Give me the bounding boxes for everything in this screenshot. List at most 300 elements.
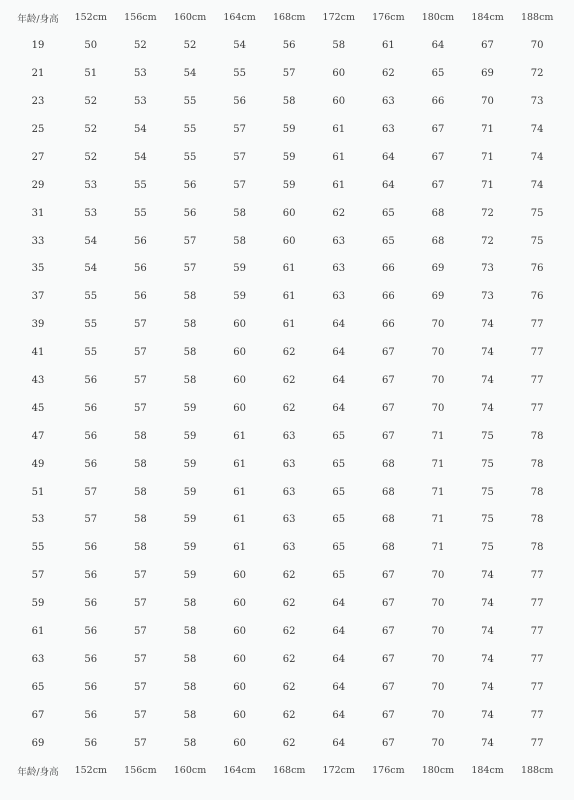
weight-cell: 62 [282,737,296,749]
weight-cell: 74 [530,151,544,163]
weight-cell: 64 [332,737,346,749]
weight-cell: 74 [481,347,494,359]
weight-cell: 58 [183,598,197,610]
weight-cell: 58 [233,235,246,247]
weight-cell: 74 [481,709,494,721]
header-cell-height: 176cm [372,12,405,24]
weight-cell: 77 [530,653,544,665]
weight-cell: 64 [332,681,346,693]
weight-cell: 70 [431,626,445,638]
weight-cell: 68 [381,458,395,470]
weight-cell: 67 [431,151,445,163]
weight-cell: 64 [332,653,346,665]
weight-cell: 59 [233,263,246,275]
weight-cell: 57 [134,347,147,359]
weight-cell: 60 [233,347,246,359]
weight-cell: 68 [381,514,395,526]
header-cell-height: 160cm [173,12,207,24]
weight-cell: 53 [134,68,147,80]
weight-cell: 55 [84,347,98,359]
weight-cell: 62 [282,626,296,638]
weight-cell: 75 [481,514,494,526]
table-row [10,729,562,757]
weight-cell: 57 [134,653,147,665]
weight-cell: 74 [530,179,544,191]
weight-cell: 74 [530,124,544,135]
table-header [10,4,562,32]
weight-cell: 61 [233,458,246,470]
table-row [10,283,562,311]
weight-cell: 61 [332,151,346,163]
weight-cell: 77 [530,709,544,721]
weight-cell: 54 [134,151,147,163]
weight-cell: 57 [134,626,147,638]
weight-cell: 67 [381,430,395,442]
weight-cell: 58 [183,681,197,693]
age-cell: 65 [31,681,45,693]
age-cell: 35 [31,263,45,275]
weight-cell: 73 [481,263,494,275]
footer-cell-height: 176cm [372,765,405,777]
weight-table [10,4,562,785]
weight-cell: 52 [84,151,98,163]
weight-cell: 78 [530,514,544,526]
weight-cell: 71 [431,486,445,498]
weight-cell: 58 [183,375,197,387]
age-cell: 25 [31,124,45,135]
weight-cell: 56 [84,626,98,638]
weight-cell: 58 [134,542,147,554]
weight-cell: 54 [84,235,98,247]
weight-cell: 60 [233,681,246,693]
weight-cell: 53 [134,96,147,108]
weight-cell: 59 [183,430,197,442]
header-cell-age-height: 年龄/身高 [17,13,59,25]
weight-cell: 56 [84,570,98,582]
header-cell-height: 184cm [471,12,504,24]
weight-cell: 52 [84,124,98,135]
weight-cell: 55 [134,179,147,191]
weight-cell: 70 [431,598,445,610]
weight-cell: 60 [233,737,246,749]
weight-cell: 57 [233,151,246,163]
weight-cell: 67 [381,681,395,693]
weight-cell: 52 [134,40,147,52]
weight-cell: 70 [431,319,445,331]
weight-cell: 70 [431,570,445,582]
header-cell-height: 164cm [223,12,256,24]
weight-cell: 56 [134,235,147,247]
weight-cell: 69 [431,291,445,303]
weight-cell: 59 [183,402,197,414]
weight-cell: 56 [134,291,147,303]
weight-cell: 55 [183,96,197,108]
weight-cell: 75 [530,207,544,219]
weight-cell: 55 [183,124,197,135]
weight-cell: 60 [233,375,246,387]
weight-cell: 63 [282,486,296,498]
weight-cell: 68 [381,542,395,554]
table-row [10,199,562,227]
weight-cell: 61 [233,430,246,442]
weight-cell: 60 [233,319,246,331]
age-cell: 57 [31,570,45,582]
weight-cell: 56 [84,458,98,470]
weight-cell: 60 [233,626,246,638]
weight-cell: 57 [84,486,98,498]
weight-cell: 74 [481,570,494,582]
weight-cell: 57 [183,235,197,247]
age-cell: 27 [31,151,45,163]
weight-cell: 59 [183,486,197,498]
weight-cell: 63 [282,514,296,526]
weight-cell: 56 [84,737,98,749]
weight-cell: 52 [84,96,98,108]
weight-cell: 76 [530,291,544,303]
weight-cell: 56 [84,709,98,721]
weight-cell: 63 [332,263,346,275]
weight-cell: 55 [84,319,98,331]
table-footer [10,757,562,785]
weight-cell: 67 [381,709,395,721]
weight-cell: 59 [233,291,246,303]
weight-cell: 64 [431,40,445,52]
weight-cell: 71 [481,124,494,135]
weight-cell: 75 [481,542,494,554]
weight-cell: 58 [134,430,147,442]
weight-cell: 57 [282,68,296,80]
weight-cell: 59 [183,514,197,526]
weight-cell: 57 [134,319,147,331]
weight-cell: 71 [431,542,445,554]
weight-cell: 66 [431,96,445,108]
table-row [10,478,562,506]
weight-cell: 71 [481,151,494,163]
weight-cell: 70 [431,347,445,359]
footer-cell-height: 152cm [74,765,108,777]
table-row [10,673,562,701]
footer-cell-height: 160cm [173,765,207,777]
weight-cell: 58 [183,653,197,665]
footer-cell-height: 188cm [520,765,554,777]
weight-cell: 67 [381,598,395,610]
age-cell: 33 [31,235,45,247]
weight-cell: 72 [481,235,494,247]
age-cell: 47 [31,430,45,442]
weight-cell: 63 [282,542,296,554]
table-row [10,562,562,590]
weight-cell: 63 [332,291,346,303]
weight-cell: 58 [183,626,197,638]
age-cell: 67 [31,709,45,721]
weight-cell: 55 [134,207,147,219]
weight-cell: 63 [332,235,346,247]
weight-cell: 60 [233,709,246,721]
weight-cell: 55 [84,291,98,303]
weight-cell: 75 [530,235,544,247]
table-row [10,171,562,199]
weight-cell: 76 [530,263,544,275]
weight-cell: 65 [381,235,395,247]
footer-cell-height: 172cm [322,765,355,777]
weight-cell: 73 [530,96,544,108]
table-row [10,339,562,367]
weight-cell: 77 [530,402,544,414]
table-row [10,227,562,255]
weight-cell: 67 [431,179,445,191]
weight-cell: 59 [282,151,296,163]
weight-cell: 54 [183,68,197,80]
weight-cell: 70 [481,96,494,108]
weight-cell: 69 [481,68,494,80]
weight-cell: 71 [431,514,445,526]
age-cell: 23 [31,96,45,108]
weight-cell: 64 [332,347,346,359]
weight-cell: 62 [282,653,296,665]
table-row [10,394,562,422]
weight-cell: 64 [332,402,346,414]
table-row [10,311,562,339]
age-cell: 49 [31,458,45,470]
weight-cell: 67 [381,375,395,387]
age-cell: 61 [31,626,45,638]
weight-cell: 57 [233,179,246,191]
weight-cell: 61 [332,179,346,191]
weight-cell: 61 [233,542,246,554]
weight-cell: 61 [282,263,296,275]
weight-cell: 56 [183,179,197,191]
age-cell: 31 [31,207,45,219]
weight-cell: 57 [134,375,147,387]
weight-cell: 74 [481,626,494,638]
weight-cell: 63 [282,458,296,470]
weight-cell: 57 [134,737,147,749]
weight-cell: 51 [84,68,98,80]
weight-cell: 75 [481,458,494,470]
weight-cell: 64 [332,319,346,331]
weight-cell: 50 [84,40,98,52]
table-row [10,645,562,673]
footer-row [10,757,562,785]
table-row [10,506,562,534]
weight-cell: 65 [431,68,445,80]
weight-cell: 67 [381,653,395,665]
weight-cell: 77 [530,570,544,582]
weight-cell: 61 [233,514,246,526]
weight-cell: 60 [332,68,346,80]
weight-cell: 52 [183,40,197,52]
weight-cell: 58 [183,291,197,303]
weight-cell: 67 [381,570,395,582]
age-cell: 63 [31,653,45,665]
weight-cell: 56 [84,402,98,414]
weight-cell: 59 [183,570,197,582]
weight-cell: 65 [332,430,346,442]
weight-cell: 56 [84,681,98,693]
weight-cell: 67 [381,402,395,414]
age-cell: 53 [31,514,45,526]
weight-cell: 70 [431,653,445,665]
weight-cell: 74 [481,681,494,693]
header-row [10,4,562,32]
weight-cell: 73 [481,291,494,303]
weight-cell: 58 [134,514,147,526]
weight-cell: 66 [381,319,395,331]
weight-cell: 62 [282,375,296,387]
weight-cell: 61 [233,486,246,498]
weight-cell: 54 [233,40,246,52]
weight-cell: 78 [530,458,544,470]
weight-cell: 57 [134,570,147,582]
age-cell: 55 [31,542,45,554]
weight-cell: 74 [481,375,494,387]
weight-cell: 66 [381,263,395,275]
weight-cell: 56 [84,653,98,665]
weight-cell: 71 [431,458,445,470]
weight-cell: 77 [530,598,544,610]
weight-cell: 60 [282,207,296,219]
table-row [10,143,562,171]
table-row [10,116,562,144]
weight-cell: 55 [233,68,246,80]
weight-cell: 62 [282,570,296,582]
weight-cell: 75 [481,486,494,498]
weight-cell: 62 [282,347,296,359]
footer-cell-height: 180cm [421,765,455,777]
weight-cell: 60 [332,96,346,108]
weight-cell: 64 [332,709,346,721]
age-cell: 19 [31,40,45,52]
weight-cell: 65 [332,570,346,582]
weight-cell: 64 [332,375,346,387]
weight-cell: 65 [332,486,346,498]
age-cell: 51 [31,486,45,498]
table-row [10,422,562,450]
age-cell: 29 [31,179,45,191]
header-cell-height: 152cm [74,12,108,24]
weight-cell: 74 [481,737,494,749]
weight-cell: 77 [530,347,544,359]
weight-cell: 77 [530,681,544,693]
weight-cell: 69 [431,263,445,275]
weight-cell: 58 [183,319,197,331]
header-cell-height: 156cm [124,12,157,24]
weight-cell: 61 [282,291,296,303]
age-cell: 69 [31,737,45,749]
weight-cell: 63 [381,124,395,135]
weight-cell: 74 [481,598,494,610]
weight-cell: 67 [381,347,395,359]
age-cell: 37 [31,291,45,303]
weight-cell: 74 [481,653,494,665]
weight-cell: 57 [134,681,147,693]
weight-cell: 64 [332,598,346,610]
weight-cell: 70 [530,40,544,52]
footer-cell-height: 168cm [272,765,306,777]
weight-cell: 68 [381,486,395,498]
age-cell: 43 [31,375,45,387]
weight-cell: 61 [381,40,395,52]
weight-cell: 67 [481,40,494,52]
weight-cell: 68 [431,207,445,219]
age-cell: 39 [31,319,45,331]
weight-cell: 59 [183,542,197,554]
age-cell: 59 [31,598,45,610]
weight-cell: 57 [233,124,246,135]
weight-cell: 62 [282,709,296,721]
table-row [10,450,562,478]
weight-cell: 56 [84,542,98,554]
weight-cell: 72 [481,207,494,219]
weight-cell: 57 [134,402,147,414]
weight-cell: 62 [282,598,296,610]
weight-cell: 70 [431,681,445,693]
weight-cell: 57 [84,514,98,526]
weight-cell: 67 [431,124,445,135]
weight-cell: 62 [381,68,395,80]
table-row [10,701,562,729]
table-row [10,534,562,562]
weight-cell: 64 [381,151,395,163]
weight-cell: 71 [431,430,445,442]
weight-cell: 59 [282,124,296,135]
weight-cell: 70 [431,737,445,749]
age-cell: 41 [31,347,45,359]
age-cell: 21 [31,68,45,80]
weight-cell: 70 [431,375,445,387]
weight-cell: 63 [282,430,296,442]
weight-cell: 60 [233,598,246,610]
weight-cell: 57 [134,598,147,610]
weight-cell: 56 [84,375,98,387]
weight-cell: 68 [431,235,445,247]
weight-cell: 74 [481,319,494,331]
weight-cell: 71 [481,179,494,191]
weight-cell: 59 [183,458,197,470]
weight-cell: 56 [233,96,246,108]
weight-cell: 77 [530,626,544,638]
weight-cell: 67 [381,737,395,749]
weight-cell: 53 [84,207,98,219]
footer-cell-height: 156cm [124,765,157,777]
header-cell-height: 188cm [520,12,554,24]
weight-cell: 64 [332,626,346,638]
header-cell-height: 168cm [272,12,306,24]
weight-cell: 57 [183,263,197,275]
weight-cell: 58 [134,486,147,498]
weight-cell: 65 [332,542,346,554]
weight-cell: 58 [282,96,296,108]
table-body [10,32,562,757]
weight-cell: 58 [134,458,147,470]
weight-cell: 57 [134,709,147,721]
footer-cell-height: 164cm [223,765,256,777]
weight-cell: 65 [381,207,395,219]
weight-cell: 70 [431,402,445,414]
weight-cell: 56 [183,207,197,219]
weight-cell: 70 [431,709,445,721]
weight-cell: 59 [282,179,296,191]
weight-cell: 58 [233,207,246,219]
table-row [10,618,562,646]
weight-cell: 62 [332,207,346,219]
weight-cell: 66 [381,291,395,303]
weight-cell: 56 [84,430,98,442]
header-cell-height: 180cm [421,12,455,24]
weight-cell: 58 [183,347,197,359]
weight-cell: 78 [530,486,544,498]
weight-cell: 77 [530,319,544,331]
